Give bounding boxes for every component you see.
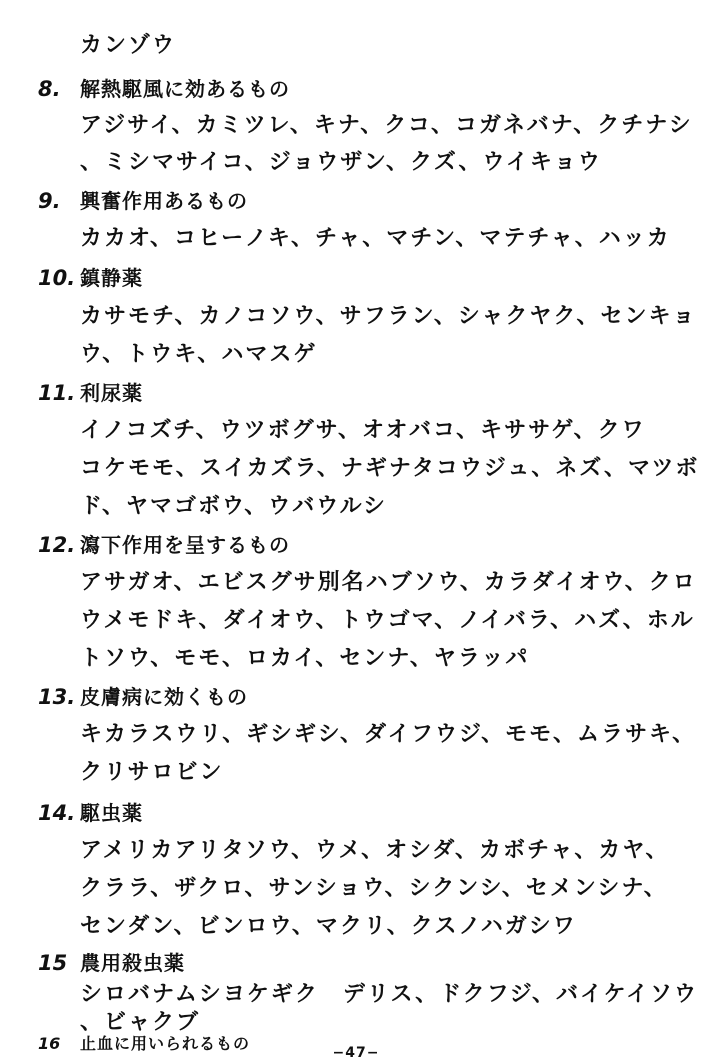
section-11-heading: 利尿薬 bbox=[80, 381, 143, 405]
section-12-line-2: ウメモドキ、ダイオウ、トウゴマ、ノイバラ、ハズ、ホル bbox=[80, 608, 695, 633]
section-15-line-2: 、ビャクブ bbox=[80, 1010, 201, 1035]
section-14-number: 14. bbox=[38, 801, 76, 825]
section-10-line-1: カサモチ、カノコソウ、サフラン、シャクヤク、センキョ bbox=[80, 304, 697, 329]
section-8-line-1: アジサイ、カミツレ、キナ、クコ、コガネバナ、クチナシ bbox=[80, 113, 693, 138]
continued-item-line: カンゾウ bbox=[80, 33, 177, 58]
section-9-heading: 興奮作用あるもの bbox=[80, 189, 248, 213]
section-12-heading: 瀉下作用を呈するもの bbox=[80, 533, 290, 557]
section-8-heading: 解熱駆風に効あるもの bbox=[80, 77, 290, 101]
section-15-number: 15 bbox=[38, 951, 68, 975]
section-14-line-3: センダン、ビンロウ、マクリ、クスノハガシワ bbox=[80, 914, 577, 939]
section-11-number: 11. bbox=[38, 381, 76, 405]
section-11-line-1: イノコズチ、ウツボグサ、オオバコ、キササゲ、クワ bbox=[80, 418, 646, 443]
section-16-heading: 止血に用いられるもの bbox=[80, 1034, 251, 1053]
section-8-number: 8. bbox=[38, 77, 61, 101]
section-10-number: 10. bbox=[38, 266, 76, 290]
section-13-line-2: クリサロビン bbox=[80, 760, 224, 785]
section-14-heading: 駆虫薬 bbox=[80, 801, 143, 825]
section-11-line-2: コケモモ、スイカズラ、ナギナタコウジュ、ネズ、マツボ bbox=[80, 456, 700, 481]
section-15-heading: 農用殺虫薬 bbox=[80, 951, 185, 975]
section-11-line-3: ド、ヤマゴボウ、ウバウルシ bbox=[80, 494, 388, 519]
section-10-line-2: ウ、トウキ、ハマスゲ bbox=[80, 342, 318, 367]
section-8-line-2: 、ミシマサイコ、ジョウザン、クズ、ウイキョウ bbox=[80, 150, 602, 175]
section-12-number: 12. bbox=[38, 533, 76, 557]
section-12-line-3: トソウ、モモ、ロカイ、センナ、ヤラッパ bbox=[80, 646, 530, 671]
section-16-number: 16 bbox=[38, 1034, 61, 1053]
section-9-number: 9. bbox=[38, 189, 61, 213]
section-13-line-1: キカラスウリ、ギシギシ、ダイフウジ、モモ、ムラサキ、 bbox=[80, 722, 697, 747]
section-13-heading: 皮膚病に効くもの bbox=[80, 685, 248, 709]
section-9-line-1: カカオ、コヒーノキ、チャ、マチン、マテチャ、ハッカ bbox=[80, 226, 671, 251]
section-10-heading: 鎮静薬 bbox=[80, 266, 143, 290]
page-number: −47− bbox=[332, 1045, 380, 1061]
section-14-line-1: アメリカアリタソウ、ウメ、オシダ、カボチャ、カヤ、 bbox=[80, 838, 670, 863]
section-14-line-2: クララ、ザクロ、サンショウ、シクンシ、セメンシナ、 bbox=[80, 876, 668, 901]
section-13-number: 13. bbox=[38, 685, 76, 709]
section-15-line-1: シロバナムシヨケギク デリス、ドクフジ、バイケイソウ bbox=[80, 982, 699, 1007]
section-12-line-1: アサガオ、エビスグサ別名ハブソウ、カラダイオウ、クロ bbox=[80, 570, 697, 595]
